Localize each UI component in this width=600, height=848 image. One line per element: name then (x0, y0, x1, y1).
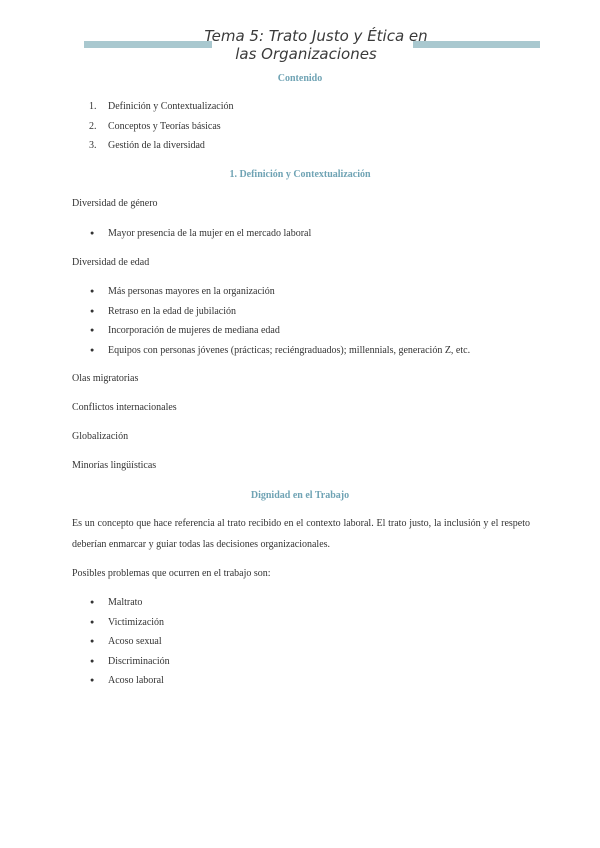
list-item-text: Discriminación (108, 655, 170, 667)
contents-item-number: 3. (89, 140, 97, 151)
contents-item-number: 2. (89, 120, 97, 132)
contents-item-label: Definición y Contextualización (108, 101, 234, 112)
list-item-text: Equipos con personas jóvenes (prácticas; reciéngraduados); millennials, generación Z, etc. (108, 344, 471, 356)
factor-migration: Olas migratorias (72, 373, 139, 384)
bullet-icon: ● (90, 617, 95, 626)
contents-item-number: 1. (89, 101, 97, 112)
contents-item-label: Gestión de la diversidad (108, 140, 205, 151)
list-item-text: Retraso en la edad de jubilación (108, 305, 237, 317)
bullet-icon: ● (90, 345, 95, 354)
contents-heading: Contenido (277, 73, 323, 84)
bullet-icon: ● (90, 326, 95, 334)
bullet-icon: ● (90, 676, 95, 684)
bullet-icon: ● (90, 287, 95, 295)
dignity-paragraph: Es un concepto que hace referencia al trato recibido en el contexto laboral. El trato justo, la inclusión y el respeto deberían enmarcar y guiar todas las decisiones organizacionales. (72, 518, 530, 550)
list-item-text: Más personas mayores en la organización (108, 286, 275, 297)
list-item-text: Maltrato (108, 597, 143, 608)
problems-intro: Posibles problemas que ocurren en el trabajo son: (72, 568, 271, 579)
contents-item-label: Conceptos y Teorías básicas (108, 120, 221, 132)
bullet-icon: ● (90, 637, 95, 645)
diversity-age-label: Diversidad de edad (72, 257, 150, 268)
list-item-text: Acoso sexual (108, 636, 162, 647)
list-item-text: Acoso laboral (108, 675, 164, 686)
bullet-icon: ● (90, 598, 95, 606)
section1-heading: 1. Definición y Contextualización (229, 169, 371, 180)
list-item-text: Incorporación de mujeres de mediana edad (108, 325, 280, 336)
list-item-text: Mayor presencia de la mujer en el mercado laboral (108, 228, 312, 239)
factor-conflicts: Conflictos internacionales (72, 402, 177, 413)
bullet-icon: ● (90, 656, 95, 665)
page-title-line-2: las Organizaciones (235, 45, 377, 63)
dignity-heading: Dignidad en el Trabajo (250, 490, 350, 501)
factor-globalization: Globalización (72, 431, 129, 442)
bullet-icon: ● (90, 306, 95, 315)
bullet-icon: ● (90, 229, 95, 237)
page-title-line-1: Tema 5: Trato Justo y Ética en (204, 27, 428, 45)
diversity-gender-label: Diversidad de género (72, 198, 158, 209)
list-item-text: Victimización (108, 616, 165, 628)
factor-linguistic-minorities: Minorías lingüísticas (72, 460, 157, 471)
